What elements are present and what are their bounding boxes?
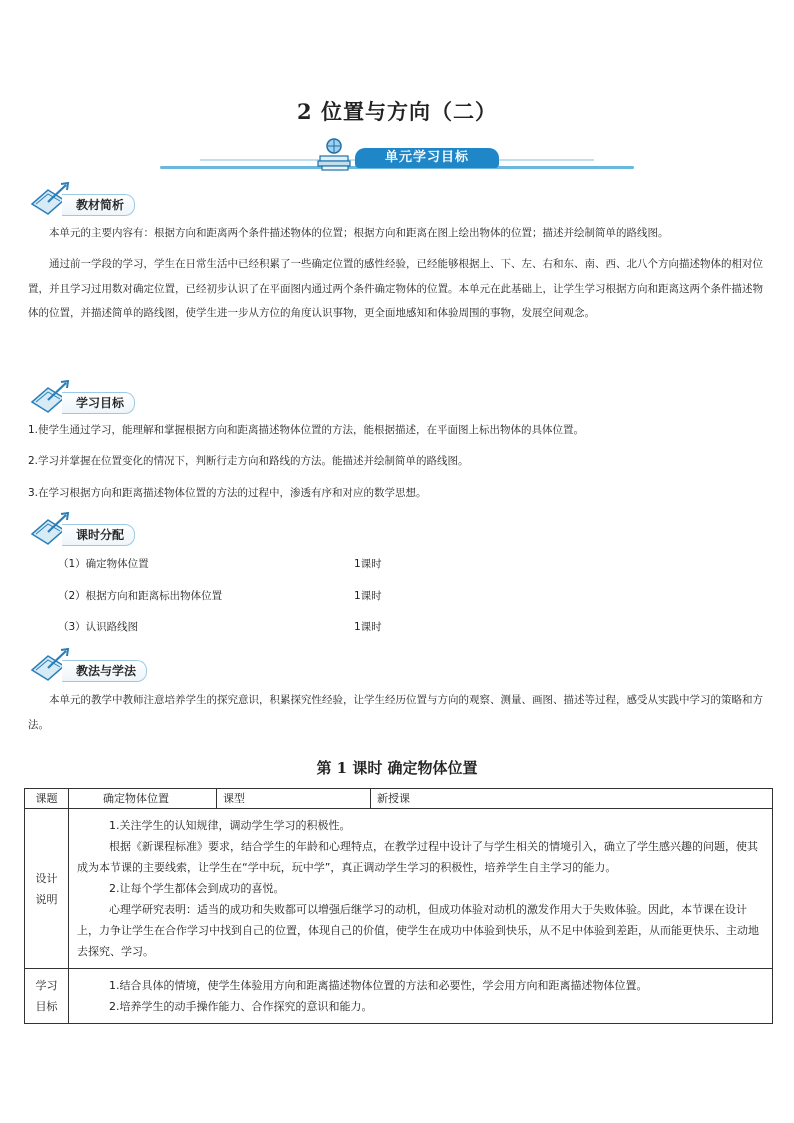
lesson-title: 第 1 课时 确定物体位置 — [316, 759, 478, 777]
lesson-plan-table — [24, 788, 773, 1024]
design-content — [69, 809, 773, 969]
section-heading-goals — [28, 380, 188, 414]
banner-label: 单元学习目标 — [355, 148, 499, 168]
schedule-hours: 1课时 — [354, 621, 382, 633]
unit-goals-banner — [160, 136, 634, 172]
design-line — [77, 836, 764, 878]
section-label: 课时分配 — [62, 524, 135, 546]
design-label-line-1: 设计 — [35, 871, 58, 885]
header-value-type: 新授课 — [371, 789, 773, 809]
design-label-line-2: 说明 — [35, 892, 58, 906]
schedule-name: （2）根据方向和距离标出物体位置 — [58, 590, 223, 602]
table-row — [25, 969, 773, 1024]
header-value-topic: 确定物体位置 — [69, 789, 217, 809]
analysis-text-1: 本单元的主要内容有：根据方向和距离两个条件描述物体的位置；根据方向和距离在图上绘出物体的位置；描述并绘制简单的路线图。 — [49, 227, 669, 239]
objective-line — [77, 975, 764, 996]
design-text: 心理学研究表明：适当的成功和失败都可以增强后继学习的动机，但成功体验对动机的激发作用大于失败体验。因此，本节课在设计上，力争让学生在合作学习中找到自己的位置，体现自己的价值，使学生在成功中体验到快乐，从不足中体验到差距，从而能更快乐、主动地去探究、学习。 — [77, 903, 759, 958]
header-key-type: 课型 — [217, 789, 371, 809]
section-label: 教法与学法 — [62, 660, 147, 682]
goal-item: 3.在学习根据方向和距离描述物体位置的方法的过程中，渗透有序和对应的数学思想。 — [28, 487, 427, 499]
schedule-name: （3）认识路线图 — [58, 621, 139, 633]
analysis-text-2: 通过前一学段的学习，学生在日常生活中已经积累了一些确定位置的感性经验，已经能够根据上、下、左、右和东、南、西、北八个方向描述物体的相对位置，并且学习过用数对确定位置，已经初步认识了在平面图内通过两个条件确定物体的位置。本单元在此基础上，让学生学习根据方向和距离这两个条件描述物体的位置，并描述简单的路线图，使学生进一步从方位的角度认识事物，更全面地感知和体验周围的事物，发展空间观念。 — [28, 258, 763, 319]
methods-text: 本单元的教学中教师注意培养学生的探究意识，积累探究性经验，让学生经历位置与方向的观察、测量、画图、描述等过程，感受从实践中学习的策略和方法。 — [28, 694, 763, 731]
design-text: 2.让每个学生都体会到成功的喜悦。 — [109, 882, 285, 895]
schedule-hours: 1课时 — [354, 558, 382, 570]
design-line — [77, 815, 764, 836]
design-line — [77, 878, 764, 899]
objective-text: 1.结合具体的情境，使学生体验用方向和距离描述物体位置的方法和必要性，学会用方向和距离描述物体位置。 — [109, 979, 648, 992]
objectives-label — [25, 969, 69, 1024]
section-heading-analysis — [28, 182, 188, 216]
design-text: 根据《新课程标准》要求，结合学生的年龄和心理特点，在教学过程中设计了与学生相关的情境引入，确立了学生感兴趣的问题，使其成为本节课的主要线索，让学生在“学中玩，玩中学”，真正调动学生学习的积极性，培养学生自主学习的能力。 — [77, 840, 758, 874]
objectives-content — [69, 969, 773, 1024]
section-heading-methods — [28, 648, 188, 682]
design-label — [25, 809, 69, 969]
section-label: 学习目标 — [62, 392, 135, 414]
design-text: 1.关注学生的认知规律，调动学生学习的积极性。 — [109, 819, 351, 832]
objective-line — [77, 996, 764, 1017]
section-heading-schedule — [28, 512, 188, 546]
design-line — [77, 899, 764, 962]
objectives-label-line-2: 目标 — [35, 1000, 58, 1013]
objective-text: 2.培养学生的动手操作能力、合作探究的意识和能力。 — [109, 1000, 373, 1013]
table-row — [25, 809, 773, 969]
header-key-topic: 课题 — [25, 789, 69, 809]
table-row — [25, 789, 773, 809]
unit-title: 2 位置与方向（二） — [297, 99, 497, 124]
methods-paragraph — [28, 688, 766, 737]
goal-item: 2.学习并掌握在位置变化的情况下，判断行走方向和路线的方法。能描述并绘制简单的路线图。 — [28, 455, 469, 467]
section-label: 教材简析 — [62, 194, 135, 216]
schedule-hours: 1课时 — [354, 590, 382, 602]
analysis-paragraph-1 — [28, 221, 766, 246]
analysis-paragraph-2 — [28, 252, 766, 326]
schedule-name: （1）确定物体位置 — [58, 558, 149, 570]
book-globe-icon — [312, 136, 352, 172]
objectives-label-line-1: 学习 — [35, 979, 58, 992]
goal-item: 1.使学生通过学习，能理解和掌握根据方向和距离描述物体位置的方法，能根据描述，在平面图上标出物体的具体位置。 — [28, 424, 585, 436]
